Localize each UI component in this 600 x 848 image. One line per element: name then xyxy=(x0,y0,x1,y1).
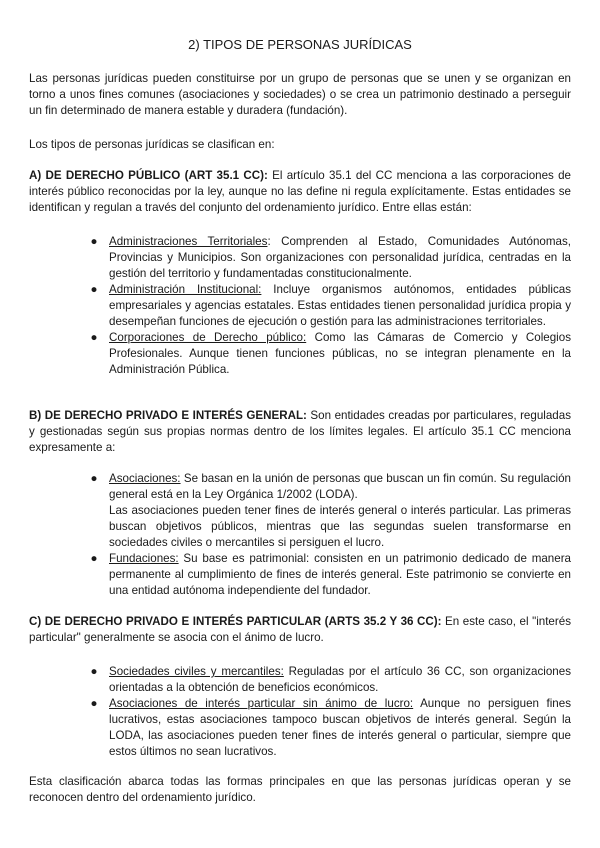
item-label: Asociaciones: xyxy=(109,472,181,485)
item-extra-text: Las asociaciones pueden tener fines de interés general o interés particular. Las primeras buscan objetivos públicos, mientras que las segundas suelen transformarse en sociedades civiles o mercantiles si persiguen el lucro. xyxy=(109,504,571,549)
section-b-text: Son entidades creadas por particulares, reguladas y gestionadas según sus propias normas dentro de los límites legales. El artículo 35.1 CC menciona expresamente a: xyxy=(29,409,571,454)
section-a-paragraph xyxy=(29,168,571,216)
list-item xyxy=(0,696,571,760)
item-text: Su base es patrimonial: consisten en un patrimonio dedicado de manera permanente al cumplimiento de fines de interés general. Este patrimonio se convierte en una entidad autónoma independiente del fundador. xyxy=(109,552,571,597)
section-a-text: El artículo 35.1 del CC menciona a las corporaciones de interés público reconocidas por la ley, aunque no las define ni regula explícitamente. Estas entidades se identifican y regulan a través del conjunto del ordenamiento jurídico. Entre ellas están: xyxy=(29,169,571,214)
item-label: Corporaciones de Derecho público: xyxy=(109,331,307,344)
list-item xyxy=(0,330,571,378)
bullet-icon: ● xyxy=(90,552,98,565)
section-b-paragraph xyxy=(29,408,571,456)
list-item xyxy=(0,282,571,330)
list-item xyxy=(0,234,571,282)
section-a-list xyxy=(0,234,600,378)
item-text: Incluye organismos autónomos, entidades públicas empresariales y agencias estatales. Estas entidades tienen personalidad jurídica propia y desempeñan funciones de ejecución o gestión para las administraciones territoriales. xyxy=(109,283,571,328)
conclusion-paragraph: Esta clasificación abarca todas las formas principales en que las personas jurídicas operan y se reconocen dentro del ordenamiento jurídico. xyxy=(29,775,571,804)
item-text: Aunque no persiguen fines lucrativos, estas asociaciones tampoco buscan objetivos de interés general. Según la LODA, las asociaciones pueden tener fines de interés general o particular, siempre que estos últimos no sean lucrativos. xyxy=(109,697,571,758)
bullet-icon: ● xyxy=(90,697,98,710)
page-title: 2) TIPOS DE PERSONAS JURÍDICAS xyxy=(188,37,412,52)
item-label: Administraciones Territoriales xyxy=(109,235,268,248)
bullet-icon: ● xyxy=(90,235,98,248)
item-label: Administración Institucional: xyxy=(109,283,262,296)
section-c-heading: C) DE DERECHO PRIVADO E INTERÉS PARTICULAR (ARTS 35.2 Y 36 CC): xyxy=(29,615,442,628)
item-text: Se basan en la unión de personas que buscan un fin común. Su regulación general está en la Ley Orgánica 1/2002 (LODA). xyxy=(109,472,571,501)
item-label: Asociaciones de interés particular sin ánimo de lucro: xyxy=(109,697,414,710)
item-text: : Comprenden al Estado, Comunidades Autónomas, Provincias y Municipios. Son organizaciones con personalidad jurídica, centradas en la gestión del territorio y fundamentadas constitucionalmente. xyxy=(109,235,571,280)
section-a-heading: A) DE DERECHO PÚBLICO (ART 35.1 CC): xyxy=(29,169,268,182)
item-label: Sociedades civiles y mercantiles: xyxy=(109,665,284,678)
list-item xyxy=(0,471,571,551)
lead-paragraph: Los tipos de personas jurídicas se clasifican en: xyxy=(29,138,275,151)
bullet-icon: ● xyxy=(90,283,98,296)
list-item xyxy=(0,664,571,696)
bullet-icon: ● xyxy=(90,665,98,678)
intro-paragraph: Las personas jurídicas pueden constituirse por un grupo de personas que se unen y se organizan en torno a unos fines comunes (asociaciones y sociedades) o se crea un patrimonio destinado a perseguir un fin determinado de manera estable y duradera (fundación). xyxy=(29,72,571,117)
section-b-heading: B) DE DERECHO PRIVADO E INTERÉS GENERAL: xyxy=(29,409,307,422)
bullet-icon: ● xyxy=(90,472,98,485)
section-b-list xyxy=(0,471,600,599)
bullet-icon: ● xyxy=(90,331,98,344)
section-c-list xyxy=(0,664,600,760)
item-text: Como las Cámaras de Comercio y Colegios Profesionales. Aunque tienen funciones públicas, no se integran plenamente en la Administración Pública. xyxy=(109,331,571,376)
item-label: Fundaciones: xyxy=(109,552,179,565)
section-c-text: En este caso, el "interés particular" generalmente se asocia con el ánimo de lucro. xyxy=(29,615,571,644)
item-text: Reguladas por el artículo 36 CC, son organizaciones orientadas a la obtención de beneficios económicos. xyxy=(109,665,571,694)
list-item xyxy=(0,551,571,599)
section-c-paragraph xyxy=(29,614,571,646)
